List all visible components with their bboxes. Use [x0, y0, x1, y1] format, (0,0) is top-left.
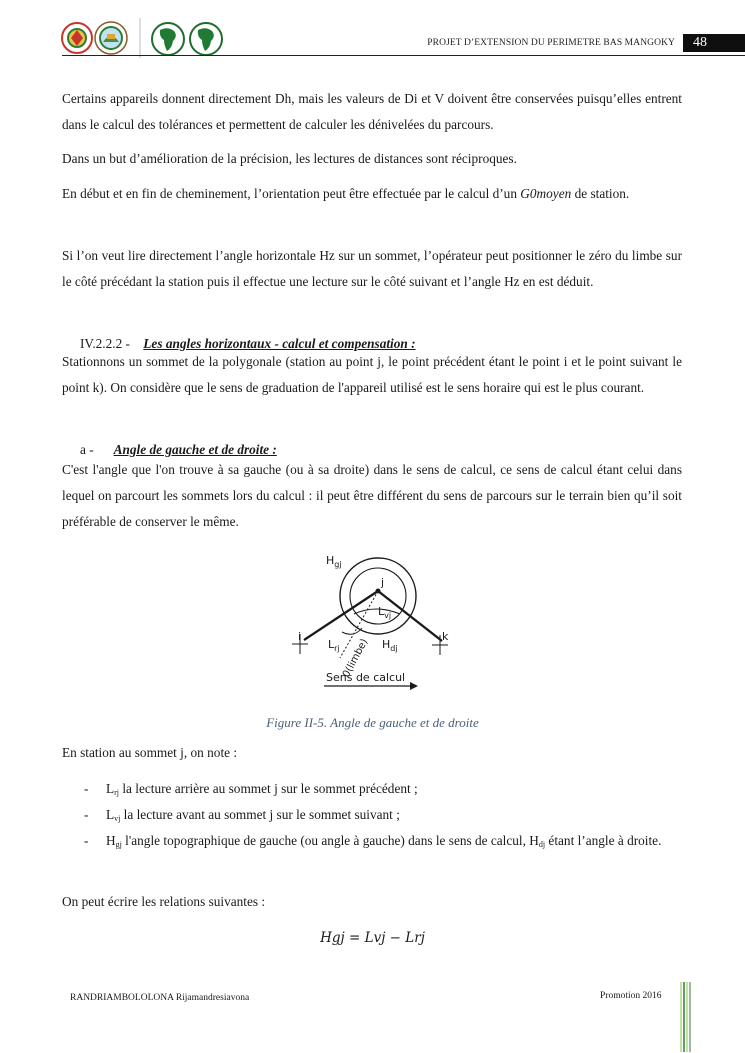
header-logos [60, 14, 240, 64]
label-sens-de-calcul: Sens de calcul [326, 671, 406, 684]
header-title: PROJET D’EXTENSION DU PERIMETRE BAS MANGOKY [427, 38, 675, 48]
label-i: i [298, 630, 302, 643]
label-j: j [381, 576, 385, 589]
paragraph-orientation: En début et en fin de cheminement, l’orientation peut être effectuée par le calcul d’un G0moyen de station. [62, 186, 630, 201]
footer-green-lines [680, 982, 692, 1052]
list-item: - $H_{gj}$ l'angle topographique de gauche (ou angle à gauche) dans le sens de calcul, $H_{dj}$ étant l’angle à droite. [84, 833, 662, 849]
label-hgj: $H_{gj}$ [326, 554, 342, 569]
subsection-title: Angle de gauche et de droite : [113, 442, 277, 457]
paragraph-station: Stationnons un sommet de la polygonale (station au point j, le point précédent étant le point i et le point suivant le point k). On considère que le sens de graduation de l'appareil utilisé est le sens horaire qui est le plus courant. [62, 354, 682, 395]
university-logo [62, 23, 92, 53]
formula-hgj: Hgj = Lvj − Lrj [320, 930, 425, 946]
paragraph-angle-gauche: C'est l'angle que l'on trouve à sa gauche (ou à sa droite) dans le sens de calcul, ce sens de calcul étant celui dans lequel on parcourt les sommets lors du calcul : il peut être différent du sens de parcours sur le terrain bien qu’il soit préférable de conserver le même. [62, 462, 682, 529]
lvj-arc [354, 609, 400, 614]
page-number: 48 [683, 34, 745, 52]
footer-author: RANDRIAMBOLOLONA Rijamandresiavona [70, 993, 250, 1003]
african-development-fund-logo [190, 23, 222, 55]
paragraph-angle-hz: Si l’on veut lire directement l’angle horizontale Hz sur un sommet, l’opérateur peut positionner le zéro du limbe sur le côté précédant la station puis il effectue une lecture sur le côté suivant et l’angle Hz en est déduit. [62, 248, 682, 289]
section-number: IV.2.2.2 - [80, 336, 130, 351]
angle-figure [290, 548, 465, 698]
footer-promotion: Promotion 2016 [600, 991, 662, 1001]
list-item: - $L_{vj}$ la lecture avant au sommet j sur le sommet suivant ; [84, 807, 400, 823]
label-zero-limbe: 0(limbe) [340, 637, 371, 680]
notes-intro: En station au sommet j, on note : [62, 745, 238, 760]
label-lrj: $L_{rj}$ [328, 638, 340, 653]
g0moyen-term: G0moyen [520, 186, 572, 201]
station-point [376, 589, 380, 593]
paragraph-appareils: Certains appareils donnent directement Dh, mais les valeurs de Di et V doivent être conservées puisqu’elles entrent dans le calcul des tolérances et permettent de calculer les dénivelées du parcours. [62, 91, 682, 132]
african-development-bank-logo [152, 23, 184, 55]
relations-intro: On peut écrire les relations suivantes : [62, 894, 266, 909]
label-lvj: $L_{vj}$ [378, 605, 392, 620]
list-item: - $L_{rj}$ la lecture arrière au sommet j sur le sommet précédent ; [84, 781, 418, 797]
label-hdj: $H_{dj}$ [382, 638, 398, 653]
section-title: Les angles horizontaux - calcul et compensation : [143, 336, 416, 351]
figure-caption: Figure II-5. Angle de gauche et de droite [266, 715, 479, 730]
outer-arc [340, 558, 416, 634]
label-k: k [442, 630, 449, 643]
header-divider [62, 55, 745, 56]
school-logo [95, 22, 127, 54]
subsection-heading [80, 442, 277, 458]
paragraph-precision: Dans un but d’amélioration de la précision, les lectures de distances sont réciproques. [62, 151, 517, 166]
subsection-marker: a - [80, 442, 94, 457]
